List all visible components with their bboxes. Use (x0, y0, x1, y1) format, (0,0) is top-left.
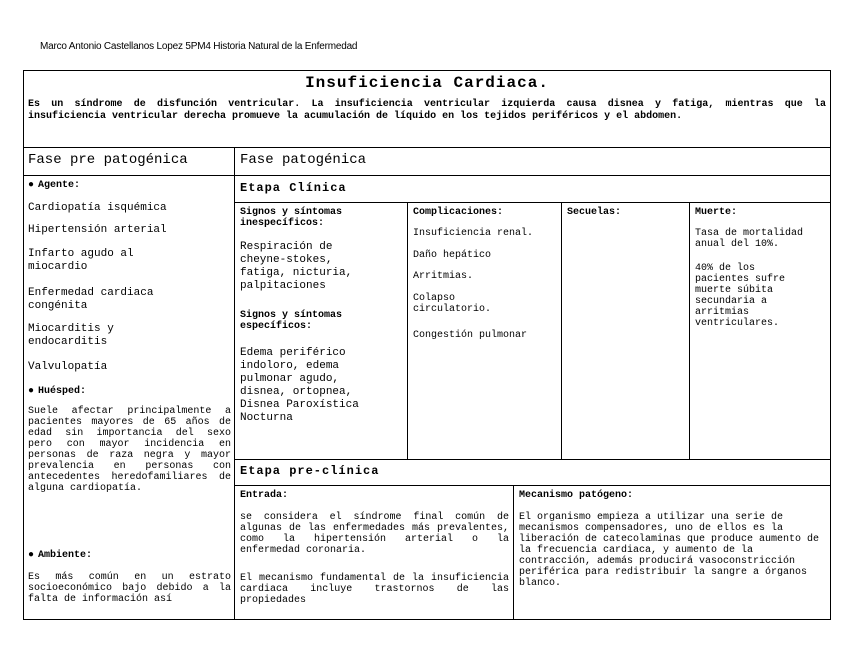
agent-2: Hipertensión arterial (28, 224, 167, 236)
death-title: Muerte: (695, 207, 738, 218)
clinical-col-2 (407, 202, 408, 460)
complications-title: Complicaciones: (413, 207, 504, 218)
pat-phase-heading: Fase patogénica (240, 152, 367, 168)
complication-2: Daño hepático (413, 250, 492, 261)
pre-phase-heading: Fase pre patogénica (28, 152, 188, 168)
host-heading (28, 386, 86, 397)
agent-1: Cardiopatía isquémica (28, 202, 167, 214)
death-item-1: Tasa de mortalidad anual del 10%. (695, 228, 804, 250)
agent-label: Agente: (38, 180, 81, 191)
clinical-stage-heading: Etapa Clínica (240, 181, 347, 195)
entry-text-2: El mecanismo fundamental de la insuficiencia cardiaca incluye trastornos de las propiedades (240, 573, 509, 606)
mechanism-text: El organismo empieza a utilizar una serie de mecanismos compensadores, uno de ellos es la liberación de catecolaminas que produce aumento de la frecuencia cardiaca, y aumento de la contracción, además producirá vasoconstricción periférica para redistribuir la sangre a órganos blanco. (519, 512, 820, 589)
env-label: Ambiente: (38, 550, 93, 561)
agent-6: Valvulopatía (28, 361, 108, 373)
clinical-col-4 (689, 202, 690, 460)
entry-text-1: se considera el síndrome final común de algunas de las enfermedades más prevalentes, como la hipertensión arterial o la enfermedad coronaria. (240, 512, 509, 556)
nonspecific-signs-text: Respiración de cheyne-stokes, fatiga, nicturia, palpitaciones (240, 241, 353, 292)
complication-3: Arritmias. (413, 271, 474, 282)
specific-signs-text: Edema periférico indoloro, edema pulmonar agudo, disnea, ortopnea, Disnea Paroxística Nocturna (240, 347, 359, 424)
host-label: Huésped: (38, 386, 87, 397)
preclinical-stage-heading: Etapa pre-clínica (240, 464, 380, 478)
complication-1: Insuficiencia renal. (413, 228, 534, 239)
preclinical-col-divider (513, 485, 514, 620)
env-text: Es más común en un estrato socioeconómico bajo debido a la falta de información así (28, 572, 231, 605)
specific-signs-title: Signos y síntomas específicos: (240, 310, 343, 332)
bullet-icon: ● (28, 180, 35, 191)
bullet-icon: ● (28, 550, 35, 561)
agent-5: Miocarditis y endocarditis (28, 323, 114, 348)
col-divider (234, 147, 235, 620)
bullet-icon: ● (28, 386, 35, 397)
env-heading (28, 550, 92, 561)
sequelae-title: Secuelas: (567, 207, 622, 218)
host-text: Suele afectar principalmente a pacientes mayores de 65 años de edad sin importancia del sexo pero con mayor incidencia en personas de raza negra y mayor prevalencia en personas con antecedentes heredofamiliares de alguna cardiopatía. (28, 406, 231, 494)
agent-heading (28, 180, 80, 191)
agent-3: Infarto agudo al miocardio (28, 248, 134, 273)
nonspecific-signs-title: Signos y síntomas inespecíficos: (240, 207, 343, 229)
entry-title: Entrada: (240, 490, 289, 501)
complication-5: Congestión pulmonar (413, 330, 528, 341)
intro-text: Es un síndrome de disfunción ventricular. La insuficiencia ventricular izquierda causa disnea y fatiga, mientras que la insuficiencia ventricular derecha promueve la acumulación de líquido en los tejidos periféricos y el abdomen. (28, 99, 826, 122)
mechanism-title: Mecanismo patógeno: (519, 490, 634, 501)
agent-4: Enfermedad cardiaca congénita (28, 287, 154, 312)
death-item-2: 40% de los pacientes sufre muerte súbita secundaria a arritmias ventriculares. (695, 263, 786, 329)
clinical-col-3 (561, 202, 562, 460)
document-header: Marco Antonio Castellanos Lopez 5PM4 Historia Natural de la Enfermedad (40, 41, 358, 52)
complication-4: Colapso circulatorio. (413, 293, 492, 315)
page-title: Insuficiencia Cardiaca. (305, 74, 549, 92)
